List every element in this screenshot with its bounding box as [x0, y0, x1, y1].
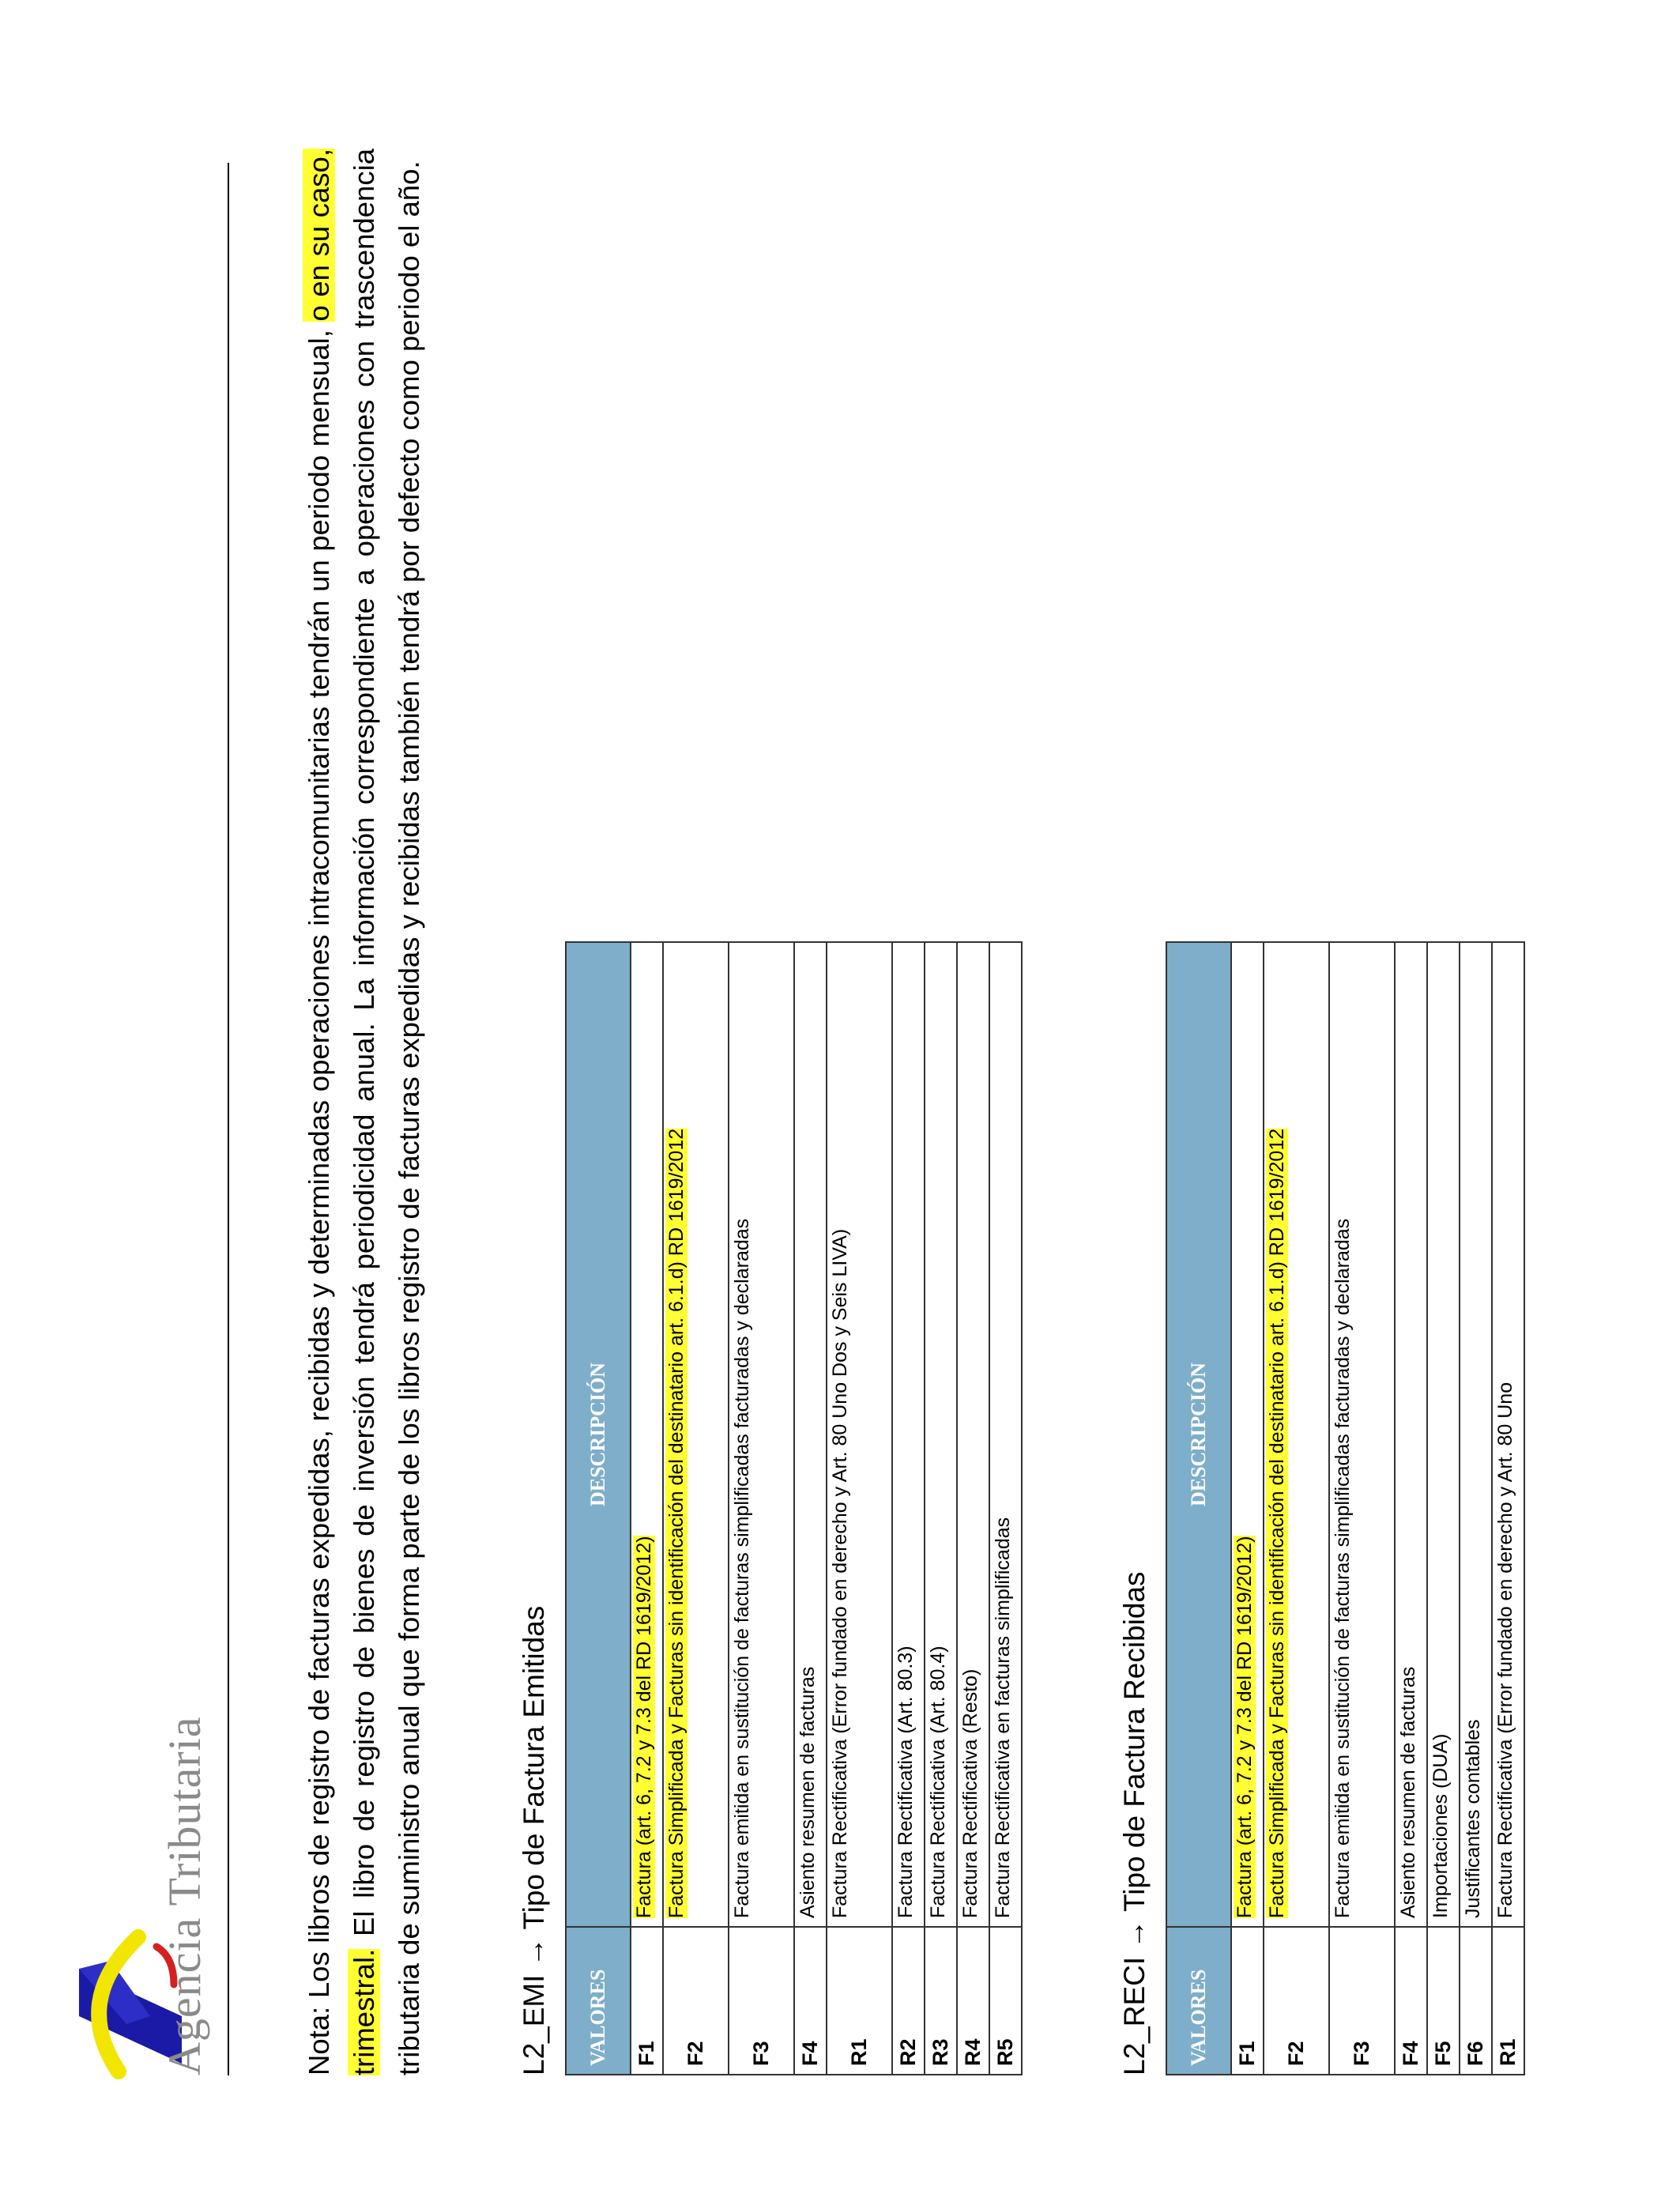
row-code: F3: [1329, 1927, 1395, 2075]
table-row: [1231, 942, 1264, 2075]
table-row: [1427, 942, 1460, 2075]
table-row: [957, 942, 989, 2075]
brand-name: Agencia Tributaria: [159, 1716, 210, 2075]
table-row: [663, 942, 729, 2075]
column-header-valores: VALORES: [566, 1927, 631, 2075]
note-text: Nota: Los libros de registro de facturas expedidas, recibidas y determinadas operaciones intracomunitarias tendrán un periodo mensual,: [303, 321, 335, 2075]
row-description: Factura Rectificativa (Art. 80.3): [892, 942, 925, 1927]
row-description: Asiento resumen de facturas: [1395, 942, 1427, 1927]
column-header-valores: VALORES: [1166, 1927, 1231, 2075]
table-header-row: [566, 942, 631, 2075]
table-row: [1329, 942, 1395, 2075]
note-text: El libro de registro de bienes de inversión tendrá periodicidad anual. La información correspondiente a operaciones con trascendencia tributaria de suministro anual que forma parte de los libros registro de facturas expedidas y recibidas también tendrá por defecto como periodo el año.: [348, 149, 425, 2075]
row-code: F2: [1264, 1927, 1329, 2075]
row-code: F6: [1460, 1927, 1492, 2075]
row-description: Justificantes contables: [1460, 942, 1492, 1927]
table-row: [1395, 942, 1427, 2075]
section-title-emitidas: L2_EMI → Tipo de Factura Emitidas: [518, 1605, 550, 2075]
row-code: R1: [1492, 1927, 1524, 2075]
table-row: [892, 942, 925, 2075]
column-header-descripcion: DESCRIPCIÓN: [566, 942, 631, 1927]
row-code: F3: [729, 1927, 794, 2075]
row-description: Factura Rectificativa en facturas simplificadas: [989, 942, 1022, 1927]
row-description: Factura Rectificativa (Resto): [957, 942, 989, 1927]
table-row: [1264, 942, 1329, 2075]
row-description: Factura emitida en sustitución de facturas simplificadas facturadas y declaradas: [729, 942, 794, 1927]
note-highlighted-text: o en su caso, trimestral.: [303, 149, 380, 2075]
table-row: [631, 942, 663, 2075]
table-row: [1460, 942, 1492, 2075]
row-description: [663, 942, 729, 1927]
row-description: Factura Rectificativa (Error fundado en derecho y Art. 80 Uno: [1492, 942, 1524, 1927]
note-paragraph: [296, 149, 431, 2075]
row-code: F4: [794, 1927, 827, 2075]
header-divider: [228, 163, 229, 2075]
row-code: R4: [957, 1927, 989, 2075]
row-description-text: Factura (art. 6, 7.2 y 7.3 del RD 1619/2012): [633, 1536, 655, 1918]
table-header-row: [1166, 942, 1231, 2075]
row-description-text: Factura (art. 6, 7.2 y 7.3 del RD 1619/2012): [1234, 1536, 1256, 1918]
row-code: F1: [1231, 1927, 1264, 2075]
table-row: [989, 942, 1022, 2075]
table-row: [729, 942, 794, 2075]
row-code: R1: [827, 1927, 892, 2075]
column-header-descripcion: DESCRIPCIÓN: [1166, 942, 1231, 1927]
row-code: F4: [1395, 1927, 1427, 2075]
row-code: R2: [892, 1927, 925, 2075]
row-code: R3: [925, 1927, 957, 2075]
row-description: Factura Rectificativa (Art. 80.4): [925, 942, 957, 1927]
row-code: F5: [1427, 1927, 1460, 2075]
row-description: Importaciones (DUA): [1427, 942, 1460, 1927]
row-description: Factura emitida en sustitución de facturas simplificadas facturadas y declaradas: [1329, 942, 1395, 1927]
row-description-text: Factura Simplificada y Facturas sin identificación del destinatario art. 6.1.d) RD 1619/2012: [1266, 1128, 1288, 1918]
table-row: [925, 942, 957, 2075]
table-row: [827, 942, 892, 2075]
table-tipo-factura-emitidas: [565, 941, 1023, 2075]
table-tipo-factura-recibidas: [1166, 941, 1525, 2075]
row-description-text: Factura Simplificada y Facturas sin identificación del destinatario art. 6.1.d) RD 1619/2012: [665, 1128, 687, 1918]
section-title-recibidas: L2_RECI → Tipo de Factura Recibidas: [1118, 1571, 1151, 2075]
table-row: [794, 942, 827, 2075]
row-description: [631, 942, 663, 1927]
row-description: [1231, 942, 1264, 1927]
row-description: Factura Rectificativa (Error fundado en derecho y Art. 80 Uno Dos y Seis LIVA): [827, 942, 892, 1927]
row-description: [1264, 942, 1329, 1927]
row-description: Asiento resumen de facturas: [794, 942, 827, 1927]
row-code: F1: [631, 1927, 663, 2075]
row-code: F2: [663, 1927, 729, 2075]
row-code: R5: [989, 1927, 1022, 2075]
table-row: [1492, 942, 1524, 2075]
